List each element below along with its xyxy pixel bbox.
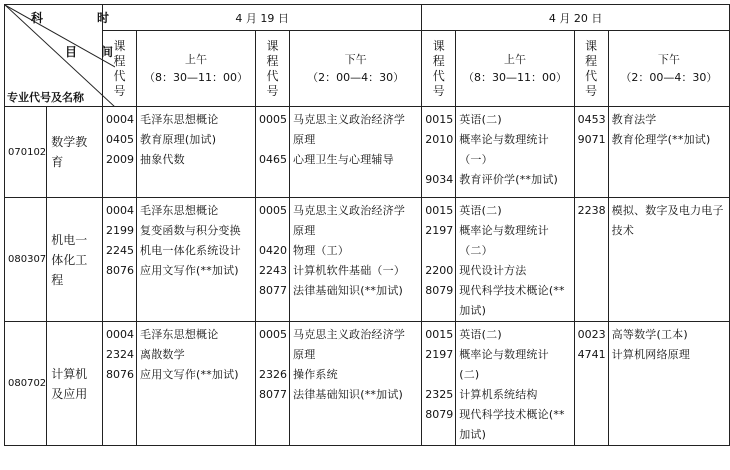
course-code: 2325 — [425, 388, 454, 401]
course-code: 8079 — [425, 284, 454, 297]
course-names-cell — [290, 107, 422, 198]
course-code — [425, 365, 453, 385]
course-code: 0023 — [577, 328, 606, 341]
course-code: 0453 — [577, 113, 606, 126]
course-name: 离散数学 — [140, 348, 185, 361]
corner-label-major: 专业代号及名称 — [7, 91, 84, 104]
major-name: 数学教育 — [47, 107, 103, 198]
course-code: 2238 — [577, 204, 606, 217]
course-codes-cell — [103, 198, 137, 322]
course-name: 物理（工） — [293, 244, 350, 257]
morning-header: 上午 （8：30—11：00） — [137, 31, 256, 107]
major-code: 070102 — [5, 107, 47, 198]
course-name: 教育评价学(**加试) — [459, 173, 559, 186]
course-names-cell — [137, 107, 256, 198]
course-code: 0015 — [425, 328, 454, 341]
course-code: 2243 — [259, 264, 288, 277]
course-code: 0005 — [259, 113, 288, 126]
course-name: 法律基础知识(**加试) — [293, 388, 404, 401]
course-name: 心理卫生与心理辅导 — [293, 153, 394, 166]
course-name: 概率论与数理统计 — [459, 348, 549, 361]
course-codes-cell — [256, 322, 290, 446]
course-name: 机电一体化系统设计 — [140, 244, 241, 257]
course-codes-cell — [422, 322, 456, 446]
course-name: 计算机网络原理 — [611, 348, 691, 361]
course-name: 应用文写作(**加试) — [140, 368, 239, 381]
date-header-day2: 4 月 20 日 — [422, 5, 730, 31]
course-code: 0005 — [259, 328, 288, 341]
course-name: 英语(二) — [459, 204, 502, 217]
course-codes-cell — [256, 107, 290, 198]
course-name: 教育法学 — [611, 113, 657, 126]
course-code: 2200 — [425, 264, 454, 277]
course-name: 模拟、数字及电力电子技术 — [611, 204, 724, 237]
course-codes-cell — [103, 107, 137, 198]
course-code: 8077 — [259, 284, 288, 297]
course-codes-cell — [422, 107, 456, 198]
course-name: 毛泽东思想概论 — [140, 204, 219, 217]
course-names-cell — [290, 198, 422, 322]
course-code: 2324 — [106, 348, 135, 361]
course-code: 8079 — [425, 408, 454, 421]
course-code: 0015 — [425, 113, 454, 126]
course-code — [259, 221, 287, 241]
course-name: 概率论与数理统计 — [459, 133, 549, 146]
major-row — [5, 107, 730, 198]
major-name: 计算机及应用 — [47, 322, 103, 446]
course-code: 2010 — [425, 133, 454, 146]
course-code: 4741 — [577, 348, 606, 361]
course-names-cell — [608, 107, 729, 198]
course-names-cell — [290, 322, 422, 446]
course-name: 毛泽东思想概论 — [140, 113, 219, 126]
course-name: 原理 — [293, 348, 316, 361]
date-header-day1: 4 月 19 日 — [103, 5, 422, 31]
course-code: 0405 — [106, 133, 135, 146]
course-code: 0005 — [259, 204, 288, 217]
course-code: 2009 — [106, 153, 135, 166]
course-code-header: 课程代号 — [256, 31, 290, 107]
course-code: 0004 — [106, 113, 135, 126]
course-code — [259, 345, 287, 365]
course-code: 2199 — [106, 224, 135, 237]
course-name: 现代设计方法 — [459, 264, 527, 277]
course-code: 8076 — [106, 368, 135, 381]
afternoon-header: 下午 （2：00—4：30） — [608, 31, 729, 107]
morning-header: 上午 （8：30—11：00） — [456, 31, 574, 107]
afternoon-header: 下午 （2：00—4：30） — [290, 31, 422, 107]
course-code: 8077 — [259, 388, 288, 401]
course-name: 教育伦理学(**加试) — [611, 133, 711, 146]
course-code: 2197 — [425, 348, 454, 361]
course-name: 英语(二) — [459, 113, 502, 126]
major-name: 机电一体化工程 — [47, 198, 103, 322]
course-name: 毛泽东思想概论 — [140, 328, 219, 341]
course-code: 2245 — [106, 244, 135, 257]
course-code: 8076 — [106, 264, 135, 277]
course-code: 0004 — [106, 204, 135, 217]
corner-label-item: 目 — [65, 45, 78, 59]
course-name: 高等数学(工本) — [611, 328, 688, 341]
course-code-header: 课程代号 — [103, 31, 137, 107]
course-code: 9071 — [577, 133, 606, 146]
course-name: 马克思主义政治经济学 — [293, 204, 406, 217]
course-code: 0004 — [106, 328, 135, 341]
course-name: 应用文写作(**加试) — [140, 264, 239, 277]
major-row — [5, 198, 730, 322]
course-name: 法律基础知识(**加试) — [293, 284, 404, 297]
course-codes-cell — [574, 198, 608, 322]
course-name: 英语(二) — [459, 328, 502, 341]
course-names-cell — [456, 322, 574, 446]
course-code: 9034 — [425, 173, 454, 186]
course-codes-cell — [422, 198, 456, 322]
course-name: 马克思主义政治经济学 — [293, 113, 406, 126]
course-name: 计算机软件基础（一） — [293, 264, 406, 277]
course-name: 现代科学技术概论(**加试) — [459, 408, 565, 441]
corner-label-time: 时 — [97, 11, 110, 25]
corner-label-interval: 间 — [101, 45, 114, 59]
course-code: 2197 — [425, 224, 454, 237]
course-codes-cell — [574, 322, 608, 446]
course-name: 操作系统 — [293, 368, 338, 381]
course-name: （一） — [459, 153, 493, 166]
course-codes-cell — [103, 322, 137, 446]
course-code — [259, 130, 287, 150]
course-code-header: 课程代号 — [574, 31, 608, 107]
course-names-cell — [456, 198, 574, 322]
course-name: 原理 — [293, 224, 316, 237]
course-code — [425, 150, 453, 170]
exam-schedule-table — [4, 4, 730, 446]
major-code: 080307 — [5, 198, 47, 322]
course-name: 马克思主义政治经济学 — [293, 328, 406, 341]
course-code: 0015 — [425, 204, 454, 217]
course-codes-cell — [574, 107, 608, 198]
course-name: 计算机系统结构 — [459, 388, 538, 401]
course-name: (二) — [459, 368, 480, 381]
course-names-cell — [137, 198, 256, 322]
course-name: 原理 — [293, 133, 316, 146]
course-name: 教育原理(加试) — [140, 133, 217, 146]
course-code-header: 课程代号 — [422, 31, 456, 107]
course-name: 现代科学技术概论(**加试) — [459, 284, 565, 317]
course-name: 复变函数与积分变换 — [140, 224, 241, 237]
header-corner-cell — [5, 5, 114, 107]
course-names-cell — [137, 322, 256, 446]
course-code: 0465 — [259, 153, 288, 166]
course-code: 0420 — [259, 244, 288, 257]
course-names-cell — [608, 198, 729, 322]
major-row — [5, 322, 730, 446]
course-names-cell — [456, 107, 574, 198]
course-name: 概率论与数理统计 — [459, 224, 549, 237]
course-code: 2326 — [259, 368, 288, 381]
course-name: 抽象代数 — [140, 153, 185, 166]
course-code — [425, 241, 453, 261]
course-name: （二） — [459, 244, 493, 257]
major-code: 080702 — [5, 322, 47, 446]
course-names-cell — [608, 322, 729, 446]
course-codes-cell — [256, 198, 290, 322]
corner-label-subject: 科 — [31, 11, 44, 25]
